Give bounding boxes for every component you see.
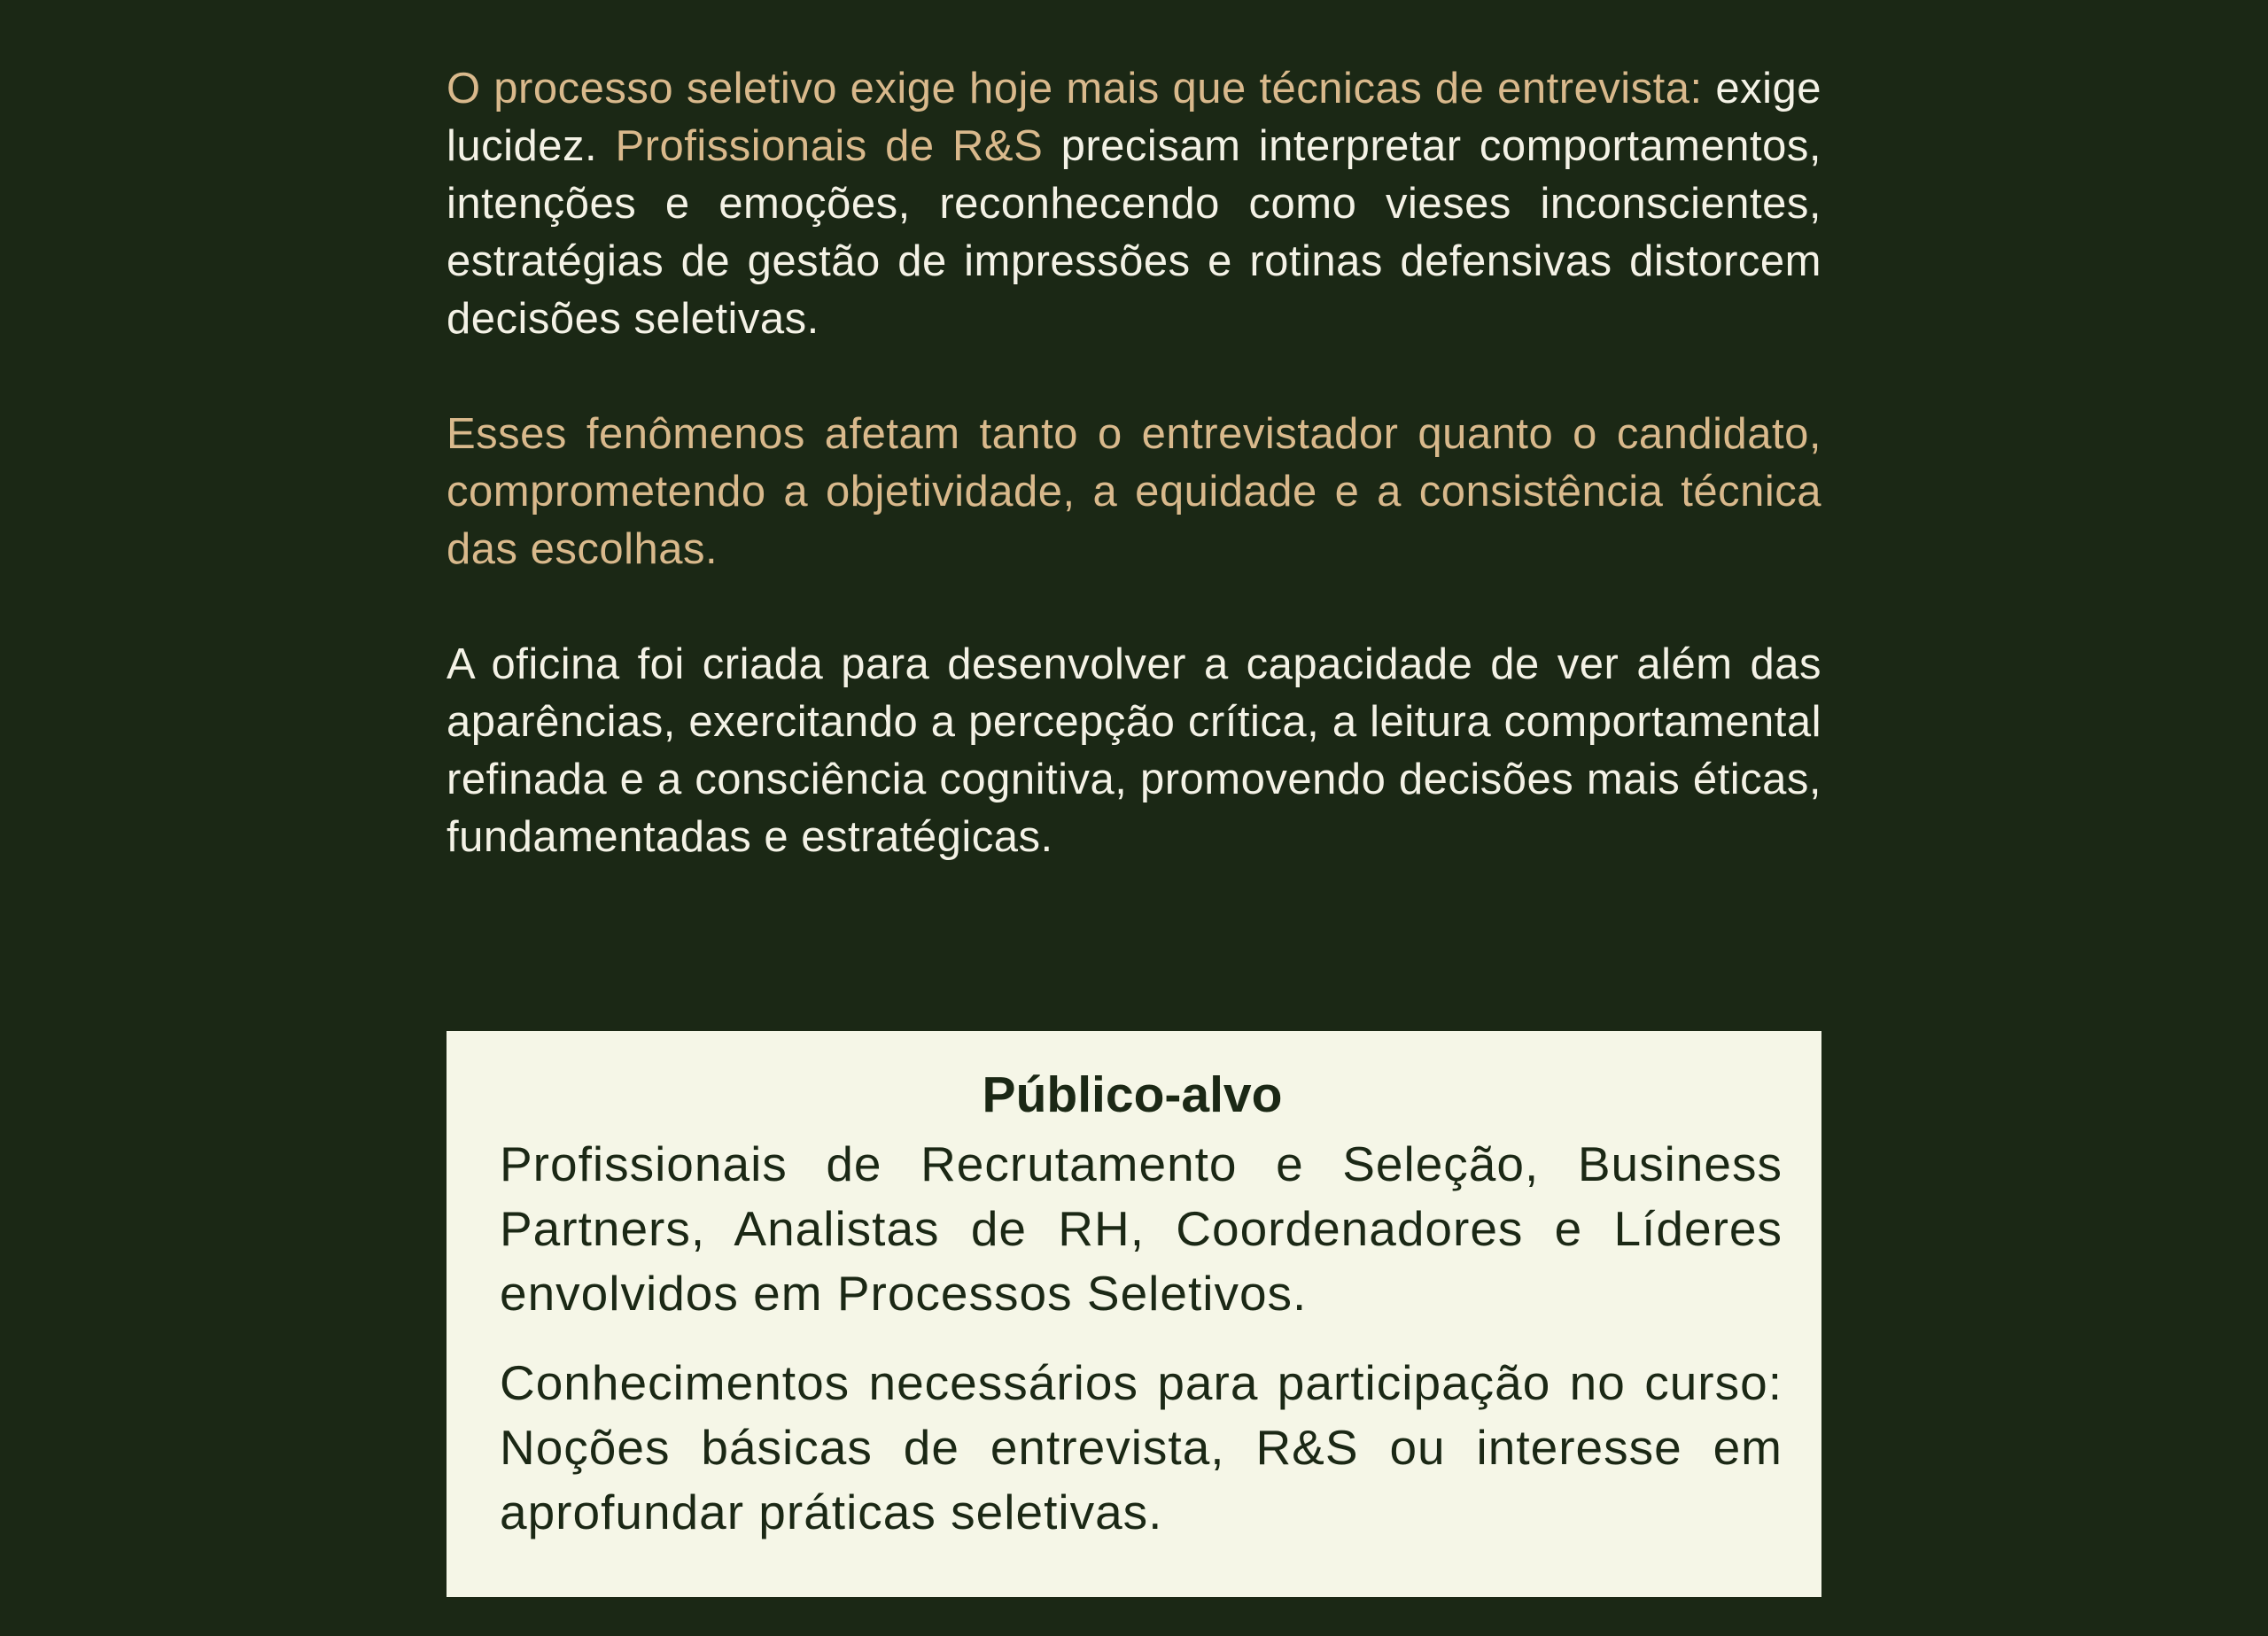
intro-highlight-2: Profissionais de R&S xyxy=(615,122,1044,170)
target-audience-title: Público-alvo xyxy=(982,1066,1283,1123)
target-audience-box xyxy=(447,1031,1821,1597)
intro-paragraph-1 xyxy=(447,60,1821,348)
intro-section xyxy=(447,60,1821,866)
intro-highlight-1: O processo seletivo exige hoje mais que técnicas de entrevista: xyxy=(447,65,1703,112)
target-audience-description: Profissionais de Recrutamento e Seleção, Business Partners, Analistas de RH, Coordenadores e Líderes envolvidos em Processos Seletivos. xyxy=(500,1136,1783,1321)
prerequisites-description: Conhecimentos necessários para participação no curso: Noções básicas de entrevista, R&S ou interesse em aprofundar práticas seletivas. xyxy=(500,1355,1783,1539)
intro-paragraph-2: Esses fenômenos afetam tanto o entrevistador quanto o candidato, comprometendo a objetividade, a equidade e a consistência técnica das escolhas. xyxy=(447,410,1821,573)
intro-paragraph-3: A oficina foi criada para desenvolver a capacidade de ver além das aparências, exercitando a percepção crítica, a leitura comportamental refinada e a consciência cognitiva, promovendo decisões mais éticas, fundamentadas e estratégicas. xyxy=(447,640,1821,861)
intro-text-1: exige lucidez. xyxy=(447,65,1821,170)
intro-text-2: precisam interpretar comportamentos, intenções e emoções, reconhecendo como vieses inconscientes, estratégias de gestão de impressões e rotinas defensivas distorcem decisões seletivas. xyxy=(447,122,1821,343)
